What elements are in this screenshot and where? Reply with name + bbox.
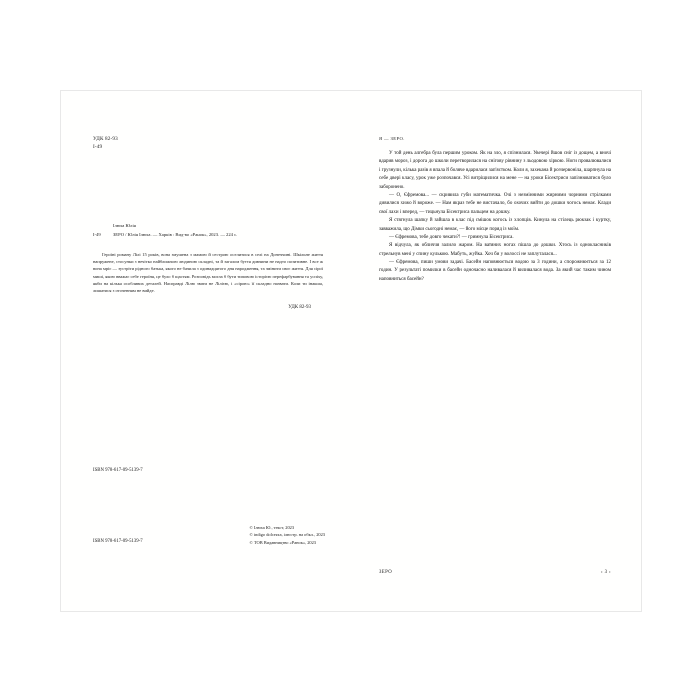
copyright-block bbox=[249, 524, 325, 546]
paragraph: Я стягнула шапку й зайшла в клас під смішок когось із хлопців. Кинула на стілець рюкзак і куртку, завважила, що Дімки сьогодні немає, — його місце поряд із моїм. bbox=[379, 218, 611, 232]
cip-block bbox=[93, 222, 323, 238]
right-page bbox=[351, 91, 641, 611]
page-number: ‹ 3 › bbox=[601, 570, 611, 575]
cip-author: Ілюха Юлія bbox=[113, 222, 136, 228]
page-footer bbox=[379, 570, 611, 575]
isbn-middle: ISBN 978-617-09-5139-7 bbox=[93, 468, 143, 473]
udk-block bbox=[93, 136, 323, 152]
paragraph: — Єфремова, тебе довго чекати?! — гримнула Бісектриса. bbox=[389, 234, 514, 240]
book-spread bbox=[60, 90, 642, 612]
paragraph: Я відчула, як обличчя залило жаром. На ватяних ногах пішла до дошки. Хтось із однокласників стрельнув мені у спину кулькою. Мабуть, жуйка. Хоч би у волоссі не заплуталася... bbox=[379, 243, 611, 257]
cip-description: ЗЕРО / Юлія Ілюха. — Харків : Вид-во «Ранок», 2023. — 224 с. bbox=[113, 231, 238, 237]
copyright-line: © Ілюха Ю., текст, 2023 bbox=[249, 525, 295, 530]
paragraph: У той день алгебра була першим уроком. Як на зло, я спізнилася. Увечері йшов сніг із дощем, а вночі вдарив мороз, і дорога до школи перетворилася на снігову рівнину з льодовою хіркою. Ноги провалювалися і грузнули, кілька разів я впала й боляче вдарилася зап'ястком. Коли я, захекана й розчервоніла, шарпнула на себе двері класу, урок уже розпочався. Усі витріщилися на мене — на уроки Бісектриси запізнюватися було заборонено. bbox=[379, 151, 611, 190]
left-page bbox=[61, 91, 351, 611]
running-head: Я — ЗЕРО. bbox=[379, 136, 405, 141]
copyright-line: © ТОВ Видавництво «Ранок», 2023 bbox=[249, 539, 316, 545]
annotation-text: Героїні роману Лілі 15 років, вона змушена з мамою й сестрою оселитися в селі на Донеччині. Шкільне життя напружене, стосунки з нечітко найближчою людиною складні, та й загалом буття дивчини не надто позитивне. І все ж вона мріє — зустріти рідного батька, якого не бачила з одинадцятого дня народження, та змінити своє життя. Для сірої миші, якою вважає себе героїня, це було б щастям. Розповідь могла б бути типовою історією перефарбування та успіху, якби на кілька особливих деталей. Насправді Лілю звати не Лілією, і «сірою» її складно назвати. Коли ти інакша, лишатися з оточенням не вийде. bbox=[93, 251, 323, 294]
udk-right: УДК 82-93 bbox=[288, 304, 311, 310]
paragraph: — О, Єфремова... — скривила губи математичка. Очі з незмінними жирними чорними стрілками дивилися хижо й вороже. — Нам якраз тебе не вистачало, бо охочих вийти до дошки чогось немає. Клади свої лахи і вперед, — тицьнула Бісектриса пальцем на дошку. bbox=[379, 192, 611, 215]
udk-code: УДК 82-93 bbox=[93, 136, 118, 142]
cip-index: І-49 bbox=[93, 231, 101, 237]
paragraph: — Єфремова, пиши умови задачі. Басейн наповнюється водою за 3 години, а спорожнюється за 12 годин. У результаті помилки в басейн одночасно наливалася й виливалася вода. За який час таким чином наповниться басейн? bbox=[379, 260, 611, 282]
udk-index: І-49 bbox=[93, 143, 103, 150]
footer-title: ЗЕРО bbox=[379, 570, 393, 575]
copyright-line: © indigo dolcezza, ілюстр. на обкл., 2023 bbox=[249, 532, 325, 538]
body-text bbox=[379, 150, 611, 284]
isbn-bottom: ISBN 978-617-09-5139-7 bbox=[93, 539, 143, 544]
